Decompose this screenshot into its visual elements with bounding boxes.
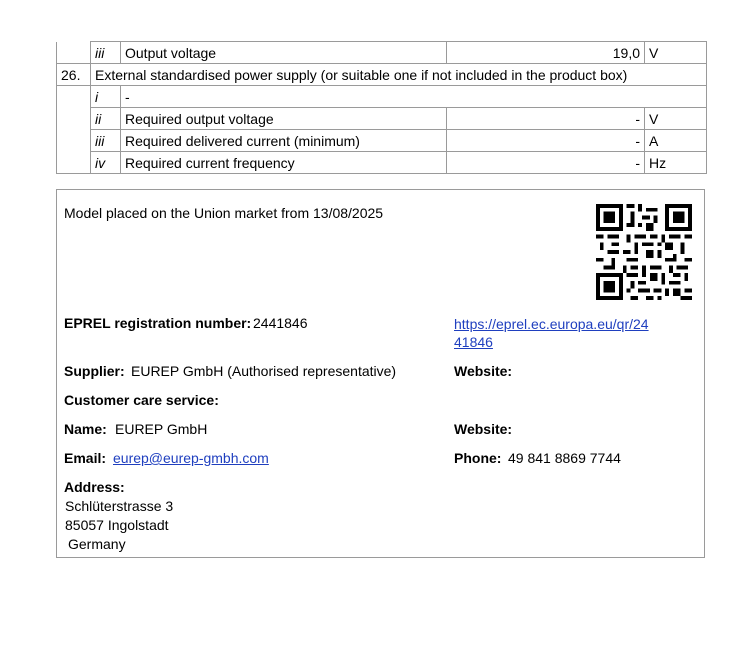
- row-value: 19,0: [447, 42, 645, 64]
- address-line: Schlüterstrasse 3: [65, 498, 174, 514]
- website-label-customer: Website:: [454, 421, 513, 437]
- table-row: [57, 86, 707, 108]
- model-placed-text: Model placed on the Union market from 13/08/2025: [64, 205, 384, 221]
- table-row: [57, 42, 707, 64]
- table-cell: [57, 152, 91, 174]
- phone-label: Phone:: [454, 450, 502, 466]
- eprel-link-continued[interactable]: 41846: [454, 334, 493, 350]
- table-cell: [57, 42, 91, 64]
- eprel-link[interactable]: https://eprel.ec.europa.eu/qr/24: [454, 316, 649, 332]
- row-value: -: [447, 130, 645, 152]
- row-label: Output voltage: [121, 42, 447, 64]
- table-row: [57, 64, 707, 86]
- row-unit: A: [645, 130, 707, 152]
- table-cell: [57, 86, 91, 108]
- supplier-value: EUREP GmbH (Authorised representative): [131, 363, 397, 379]
- email-label: Email:: [64, 450, 107, 466]
- table-cell: [57, 108, 91, 130]
- customer-care-label: Customer care service:: [64, 392, 219, 408]
- qr-code-icon[interactable]: [596, 204, 692, 300]
- row-unit: V: [645, 108, 707, 130]
- row-unit: Hz: [645, 152, 707, 174]
- address-line: Germany: [68, 536, 126, 552]
- row-value: -: [447, 108, 645, 130]
- row-label: Required output voltage: [121, 108, 447, 130]
- row-label: Required delivered current (minimum): [121, 130, 447, 152]
- table-row: [57, 108, 707, 130]
- row-value: -: [447, 152, 645, 174]
- table-row: [57, 130, 707, 152]
- row-label: -: [121, 86, 707, 108]
- table-cell: [57, 130, 91, 152]
- row-sub-index: ii: [91, 108, 121, 130]
- eprel-label: EPREL registration number:: [64, 315, 252, 331]
- section-title: External standardised power supply (or suitable one if not included in the product box): [91, 64, 707, 86]
- section-number: 26.: [57, 64, 91, 86]
- eprel-number: 2441846: [253, 315, 308, 331]
- supplier-label: Supplier:: [64, 363, 125, 379]
- website-label: Website:: [454, 363, 513, 379]
- row-sub-index: iv: [91, 152, 121, 174]
- address-line: 85057 Ingolstadt: [65, 517, 169, 533]
- table-row: [57, 152, 707, 174]
- name-value: EUREP GmbH: [115, 421, 208, 437]
- address-label: Address:: [64, 479, 125, 495]
- phone-value: 49 841 8869 7744: [508, 450, 621, 466]
- email-link[interactable]: eurep@eurep-gmbh.com: [113, 450, 269, 466]
- name-label: Name:: [64, 421, 107, 437]
- row-sub-index: iii: [91, 42, 121, 64]
- row-sub-index: iii: [91, 130, 121, 152]
- row-label: Required current frequency: [121, 152, 447, 174]
- product-info-card: [56, 189, 705, 558]
- row-sub-index: i: [91, 86, 121, 108]
- spec-table: [56, 41, 707, 174]
- row-unit: V: [645, 42, 707, 64]
